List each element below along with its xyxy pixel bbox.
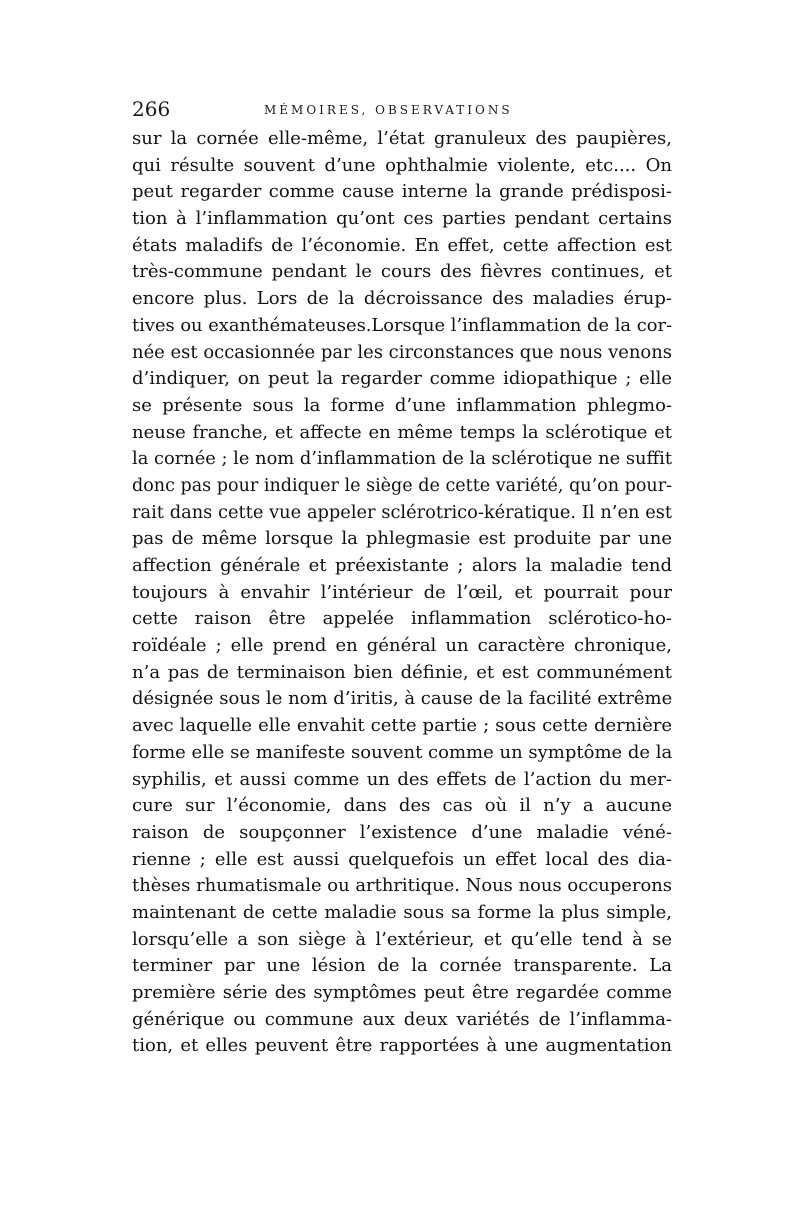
text-line: générique ou commune aux deux variétés de l’inflamma-	[132, 1008, 672, 1030]
text-line: terminer par une lésion de la cornée transparente. La	[132, 955, 672, 977]
text-line: donc pas pour indiquer le siège de cette variété, qu’on pour-	[132, 475, 672, 496]
text-line: n’a pas de terminaison bien définie, et est communément	[132, 661, 672, 683]
text-line: née est occasionnée par les circonstances que nous venons	[132, 341, 672, 363]
text-line: états maladifs de l’économie. En effet, cette affection est	[132, 234, 672, 256]
running-head: MÉMOIRES, OBSERVATIONS	[264, 103, 513, 117]
text-line: toujours à envahir l’intérieur de l’œil, et pourrait pour	[132, 581, 672, 603]
text-line: roïdéale ; elle prend en général un caractère chronique,	[132, 635, 672, 657]
text-line: pas de même lorsque la phlegmasie est produite par une	[132, 528, 672, 550]
text-line: peut regarder comme cause interne la grande prédisposi-	[132, 181, 672, 203]
text-line: syphilis, et aussi comme un des effets de l’action du mer-	[132, 768, 672, 790]
text-line: rait dans cette vue appeler sclérotrico-kératique. Il n’en est	[132, 501, 672, 523]
body-text	[132, 126, 672, 1060]
page-header	[132, 95, 672, 123]
text-line: d’indiquer, on peut la regarder comme idiopathique ; elle	[132, 368, 672, 390]
text-line: tion à l’inflammation qu’ont ces parties pendant certains	[132, 208, 672, 230]
text-line: encore plus. Lors de la décroissance des maladies érup-	[132, 288, 672, 310]
text-line: première série des symptômes peut être regardée comme	[132, 982, 672, 1003]
page-number: 266	[132, 97, 171, 121]
text-line: désignée sous le nom d’iritis, à cause de la facilité extrême	[132, 688, 673, 710]
text-line: se présente sous la forme d’une inflammation phlegmo-	[132, 394, 672, 416]
text-line: tives ou exanthémateuses.Lorsque l’inflammation de la cor-	[132, 314, 672, 336]
text-line: maintenant de cette maladie sous sa forme la plus simple,	[132, 901, 672, 923]
text-line: forme elle se manifeste souvent comme un symptôme de la	[132, 741, 673, 763]
text-line: tion, et elles peuvent être rapportées à une augmentation	[132, 1035, 672, 1057]
text-line: rienne ; elle est aussi quelquefois un effet local des dia-	[132, 848, 672, 870]
text-line: qui résulte souvent d’une ophthalmie violente, etc.... On	[132, 154, 672, 176]
text-line: cure sur l’économie, dans des cas où il n’y a aucune	[132, 795, 672, 817]
text-line: raison de soupçonner l’existence d’une maladie véné-	[132, 821, 672, 843]
text-line: très-commune pendant le cours des fièvres continues, et	[132, 261, 672, 283]
text-line: cette raison être appelée inflammation sclérotico-ho-	[132, 608, 672, 630]
text-line: neuse franche, et affecte en même temps la sclérotique et	[132, 421, 672, 443]
text-line: la cornée ; le nom d’inflammation de la sclérotique ne suffit	[132, 448, 672, 470]
text-line: avec laquelle elle envahit cette partie ; sous cette dernière	[132, 715, 672, 737]
text-line: thèses rhumatismale ou arthritique. Nous nous occuperons	[132, 875, 672, 897]
text-line: sur la cornée elle-même, l’état granuleux des paupières,	[132, 128, 672, 149]
text-line: lorsqu’elle a son siège à l’extérieur, et qu’elle tend à se	[132, 928, 672, 950]
text-line: affection générale et préexistante ; alors la maladie tend	[132, 555, 672, 576]
